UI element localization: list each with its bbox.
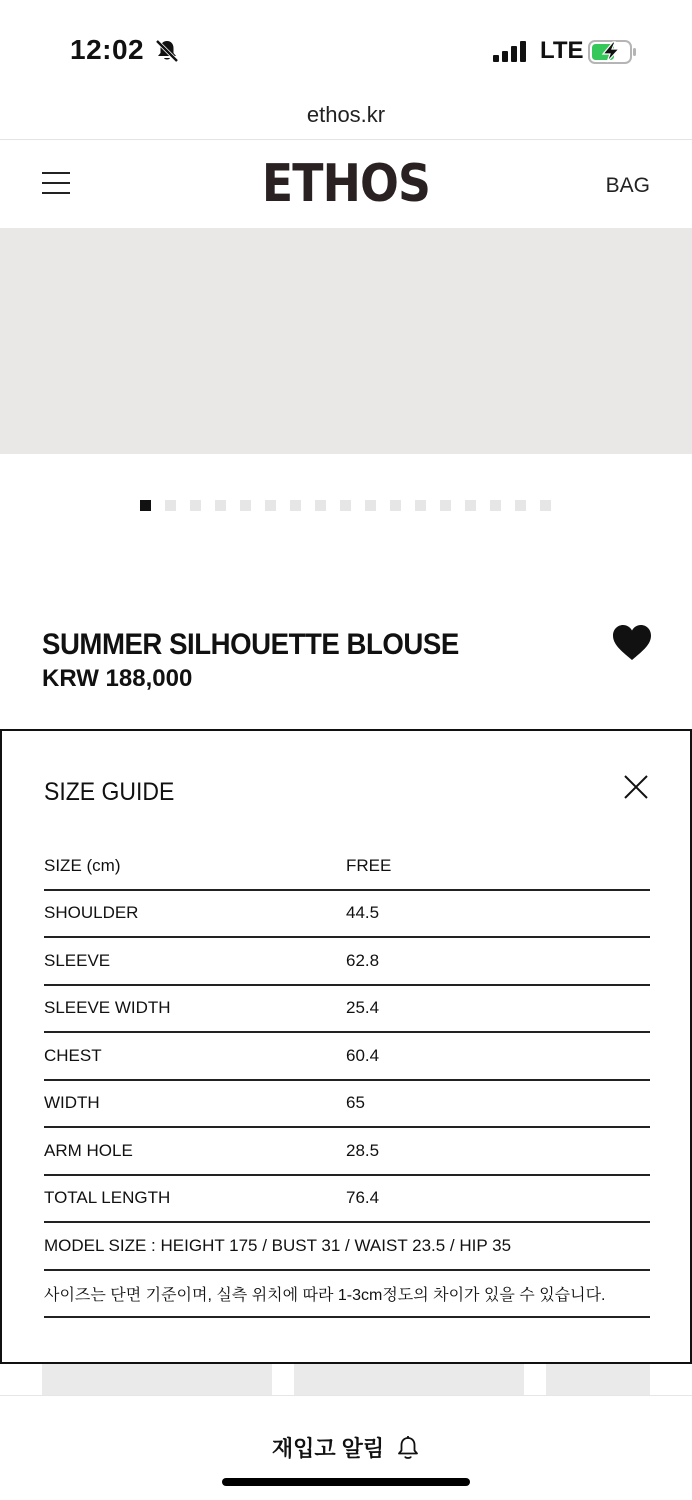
gallery-pagination [140,500,551,511]
related-product-thumb[interactable] [546,1364,650,1396]
brand-logo[interactable]: ETHOS [261,154,431,214]
row-label: CHEST [44,1045,102,1065]
model-size-row: MODEL SIZE : HEIGHT 175 / BUST 31 / WAIST 23.5 / HIP 35 [44,1223,650,1271]
row-value: 60.4 [346,1045,380,1065]
row-label: SLEEVE [44,950,111,970]
gallery-dot[interactable] [365,500,376,511]
restock-alert-label: 재입고 알림 [271,1436,385,1461]
gallery-dot[interactable] [165,500,176,511]
size-header-label: SIZE (cm) [44,855,121,875]
gallery-dot[interactable] [290,500,301,511]
gallery-dot[interactable] [540,500,551,511]
status-time: 12:02 [70,34,145,65]
table-row [44,938,650,986]
signal-icon [493,40,529,64]
measurement-note: 사이즈는 단면 기준이며, 실측 위치에 따라 1-3cm정도의 차이가 있을 수 있습니다. [44,1271,650,1319]
bag-link[interactable]: BAG [605,174,650,197]
table-row [44,891,650,939]
browser-url[interactable]: ethos.kr [306,102,386,127]
size-guide-modal [0,729,692,1364]
wishlist-heart-icon[interactable] [612,624,652,662]
close-icon[interactable] [622,773,650,801]
status-bar [0,0,692,127]
gallery-dot[interactable] [390,500,401,511]
network-label: LTE [540,37,584,64]
row-label: TOTAL LENGTH [44,1188,171,1208]
bell-slash-icon [154,38,180,64]
row-label: SLEEVE WIDTH [44,998,171,1018]
gallery-dot[interactable] [315,500,326,511]
row-value: 44.5 [346,903,380,923]
related-product-thumb[interactable] [294,1364,524,1396]
modal-title: SIZE GUIDE [44,778,175,806]
table-row [44,1033,650,1081]
site-header [0,140,692,228]
row-value: 28.5 [346,1140,380,1160]
product-price: KRW 188,000 [42,665,193,692]
product-image[interactable] [0,228,692,454]
gallery-dot[interactable] [215,500,226,511]
row-label: ARM HOLE [44,1140,133,1160]
product-name: SUMMER SILHOUETTE BLOUSE [42,628,459,661]
row-label: WIDTH [44,1093,100,1113]
gallery-dot[interactable] [140,500,151,511]
related-product-thumb[interactable] [42,1364,272,1396]
row-value: 65 [346,1093,365,1113]
gallery-dot[interactable] [515,500,526,511]
table-row [44,986,650,1034]
restock-alert-button[interactable] [0,1432,692,1463]
gallery-dot[interactable] [490,500,501,511]
row-value: 62.8 [346,950,380,970]
size-header-value: FREE [346,855,392,875]
home-indicator [222,1478,470,1486]
row-value: 25.4 [346,998,380,1018]
size-table-header [44,843,650,891]
row-value: 76.4 [346,1188,380,1208]
gallery-dot[interactable] [440,500,451,511]
gallery-dot[interactable] [265,500,276,511]
bottom-action-bar [0,1395,692,1500]
battery-charging-icon [588,40,638,64]
bell-icon [396,1435,420,1461]
row-label: SHOULDER [44,903,139,923]
table-row [44,1128,650,1176]
gallery-dot[interactable] [465,500,476,511]
size-table [44,843,650,1318]
gallery-dot[interactable] [340,500,351,511]
gallery-dot[interactable] [190,500,201,511]
gallery-dot[interactable] [240,500,251,511]
table-row [44,1081,650,1129]
table-row [44,1176,650,1224]
gallery-dot[interactable] [415,500,426,511]
related-products-strip [0,1364,692,1396]
